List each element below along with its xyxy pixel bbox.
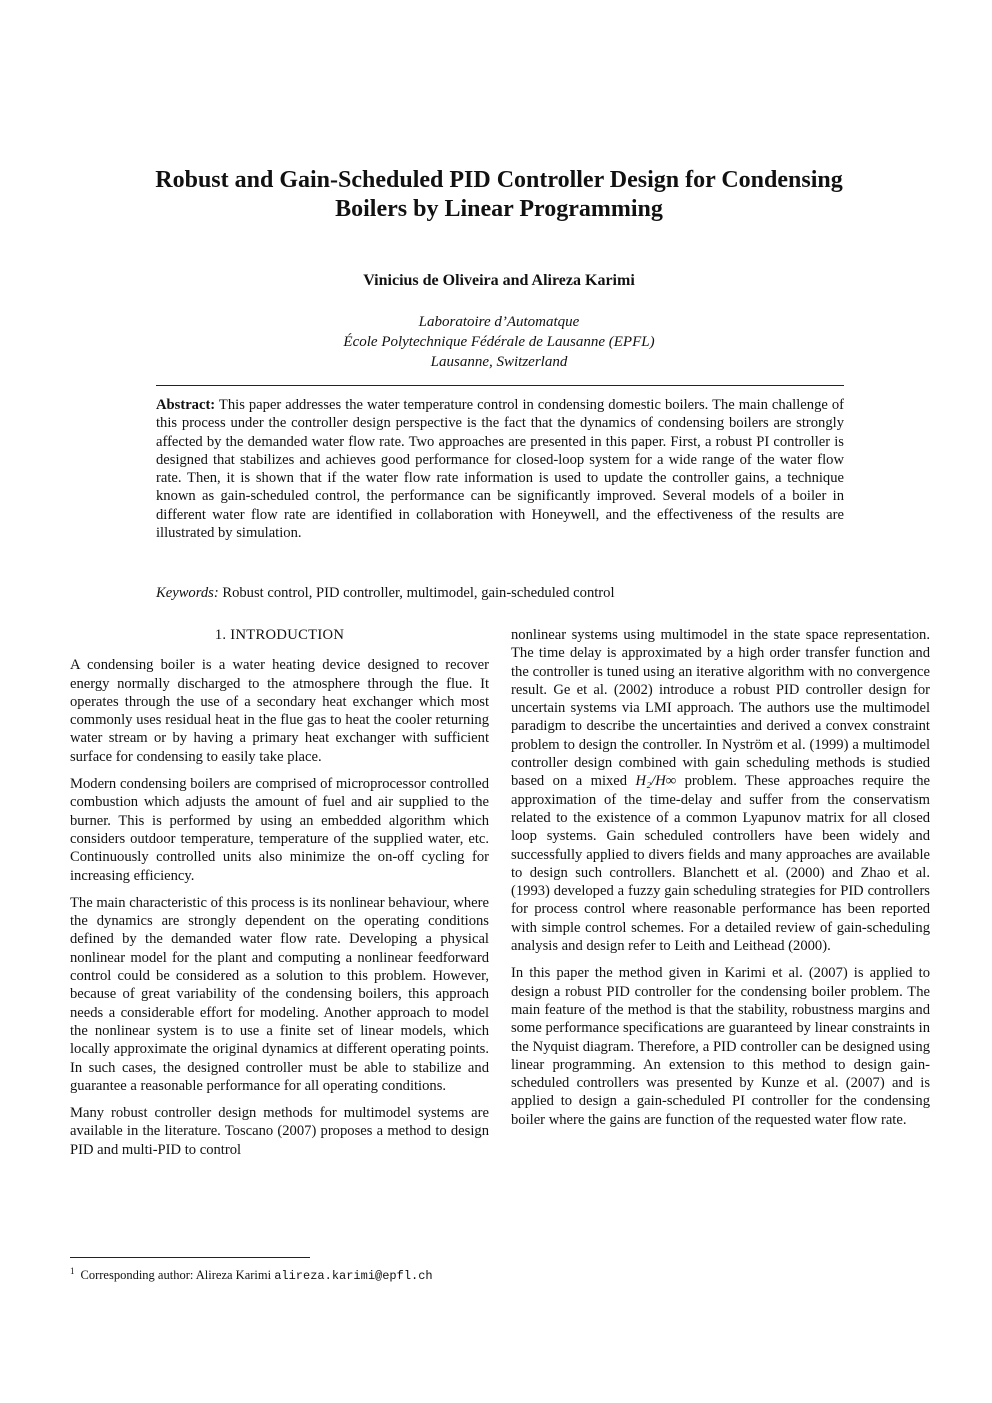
abstract-text: This paper addresses the water temperature control in condensing domestic boilers. The main challenge of this process under the controller design perspective is the fact that the dynamics of condensing boilers are strongly affected by the demanded water flow rate. Two approaches are presented in this paper. First, a robust PI controller is designed that stabilizes and achieves good performance for closed-loop system for a wide range of the water flow rate. Then, it is shown that if the water flow rate information is used to update the controller gains, a technique known as gain-scheduled control, the performance can be significantly improved. Several models of a boiler in different water flow rate are identified in collaboration with Honeywell, and the effectiveness of the results are illustrated by simulation.	[156, 397, 844, 542]
abstract	[156, 396, 844, 542]
affiliation	[150, 312, 848, 372]
authors: Vinicius de Oliveira and Alireza Karimi	[363, 272, 635, 289]
paragraph: In this paper the method given in Karimi et al. (2007) is applied to design a robust PID controller for the condensing boiler problem. The main feature of the method is that the stability, robustness margins and some performance specifications are guaranteed by linear constraints in the Nyquist diagram. Therefore, a PID controller can be designed using linear programming. An extension to this method to design gain-scheduled controllers was presented by Kunze et al. (2007) and is applied to design a gain-scheduled PI controller for the condensing boiler where the gains are function of the requested water flow rate.	[511, 965, 930, 1128]
footnote-mark: 1	[70, 1266, 75, 1276]
right-column	[511, 626, 930, 1138]
abstract-divider	[156, 385, 844, 386]
left-column	[70, 626, 489, 1168]
keywords	[156, 584, 844, 602]
paragraph	[511, 626, 930, 955]
paragraph: Modern condensing boilers are comprised of microprocessor controlled combustion which adjusts the amount of fuel and air supplied to the burner. This is performed by using an embedded algorithm which considers outdoor temperature, temperature of the supplied water, etc. Continuously controlled units also minimize the on-off cycling for increasing efficiency.	[70, 776, 489, 884]
section-heading-introduction: 1. INTRODUCTION	[214, 627, 345, 643]
paragraph-text: nonlinear systems using multimodel in the state space representation. The time delay is approximated by a high order transfer function and the controller is tuned using an iterative algorithm with no convergence result. Ge et al. (2002) introduce a robust PID controller design for uncertain systems via LMI approach. The authors use the multimodel paradigm to describe the uncertainties and derived a convex constraint problem to design the controller. In Nyström et al. (1999) a multimodel controller design combined with gain scheduling methods is studied based on a mixed	[511, 627, 930, 790]
paragraph: The main characteristic of this process is its nonlinear behaviour, where the dynamics are strongly dependent on the operating conditions defined by the demanded water flow rate. Developing a physical nonlinear model for the plant and computing a nonlinear feedforward control could be considered as a solution to this problem. However, because of great variability of the condensing boilers, this approach needs a considerable effort for modeling. Another approach to model the nonlinear system is to use a finite set of linear models, which locally approximate the original dynamics at different operating points. In such cases, the designed controller must be able to stabilize and guarantee a reasonable performance for all operating conditions.	[70, 894, 489, 1094]
footnote-divider	[70, 1257, 310, 1258]
paragraph: Many robust controller design methods for multimodel systems are available in the literature. Toscano (2007) proposes a method to design PID and multi-PID to control	[70, 1105, 489, 1158]
affiliation-lab: Laboratoire d’Automatque	[418, 314, 580, 330]
math-h2-hinf: H₂/H∞	[635, 773, 677, 790]
author-email[interactable]: alireza.karimi@epfl.ch	[274, 1269, 433, 1284]
affiliation-school: École Polytechnique Fédérale de Lausanne (EPFL)	[343, 334, 655, 350]
abstract-label: Abstract:	[156, 397, 216, 413]
keywords-text: Robust control, PID controller, multimodel, gain-scheduled control	[222, 585, 615, 601]
footnote	[70, 1263, 570, 1284]
paragraph: A condensing boiler is a water heating device designed to recover energy normally discharged to the atmosphere through the flue. It operates through the use of a secondary heat exchanger which most commonly uses residual heat in the flue gas to heat the cooler returning water stream or by having a primary heat exchanger with sufficient surface for condensing to easily take place.	[70, 657, 489, 765]
keywords-label: Keywords:	[156, 585, 219, 601]
affiliation-location: Lausanne, Switzerland	[430, 354, 568, 370]
paper-title: Robust and Gain-Scheduled PID Controller Design for Condensing Boilers by Linear Programming	[155, 167, 843, 222]
paragraph-text: problem. These approaches require the approximation of the time-delay and suffer from the conservatism related to the existence of a common Lyapunov matrix for all closed loop systems. Gain scheduled controllers have been widely and successfully applied to divers fields and many approaches are available to design such controllers. Blanchett et al. (2000) and Zhao et al. (1993) developed a fuzzy gain scheduling strategies for PID controllers for process control where reasonable performance has been reported with simple control schemes. For a detailed review of gain-scheduling analysis and design refer to Leith and Leithead (2000).	[511, 773, 930, 955]
footnote-text: Corresponding author: Alireza Karimi	[80, 1268, 272, 1283]
